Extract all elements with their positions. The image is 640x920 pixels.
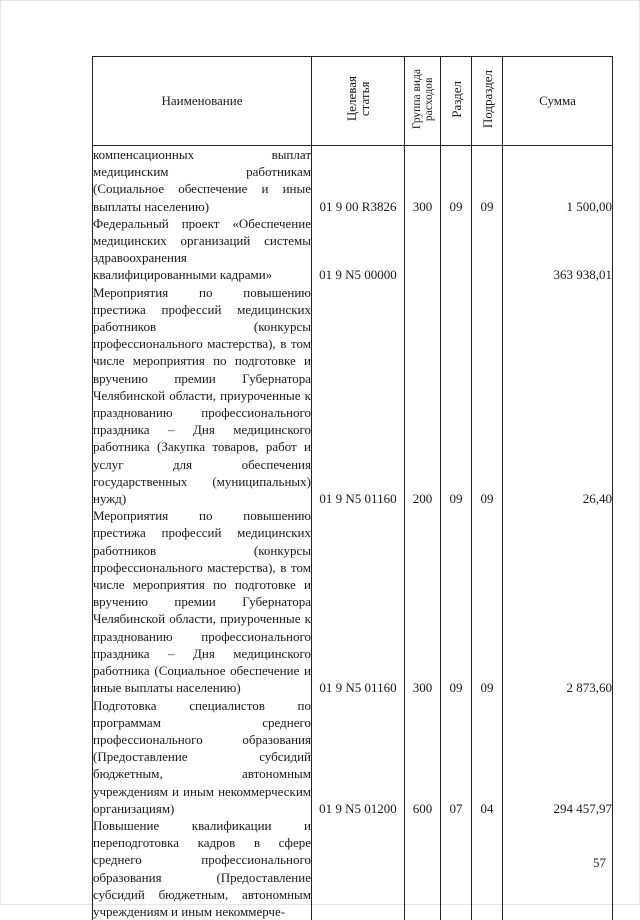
row-subsection: 09 xyxy=(472,507,503,696)
row-code: 01 9 N5 01160 xyxy=(312,507,405,696)
row-amount: 363 938,01 xyxy=(503,215,613,284)
table-row xyxy=(93,146,613,215)
header-expense-group: Группа вида расходов xyxy=(405,57,441,146)
row-name: Повышение квалификации и переподготовка кадров в сфере среднего профессионального образования (Предоставление субсидий бюджетным, автономным учреждениям и иным некоммерче- xyxy=(93,817,311,919)
row-amount: 2 873,60 xyxy=(503,507,613,696)
header-subsection: Подраздел xyxy=(472,57,503,146)
row-code: 01 9 N5 00000 xyxy=(312,215,405,284)
row-subsection xyxy=(472,215,503,284)
row-section: 07 xyxy=(441,697,472,817)
budget-table xyxy=(92,56,613,920)
row-name: компенсационных выплат медицинским работникам (Социальное обеспечение и иные выплаты населению) xyxy=(93,147,311,214)
table-row xyxy=(93,507,613,696)
row-group: 200 xyxy=(405,284,441,508)
header-amount: Сумма xyxy=(503,57,613,146)
row-section: 09 xyxy=(441,284,472,508)
row-group: 300 xyxy=(405,146,441,215)
row-name: Мероприятия по повышению престижа профессий медицинских работников (конкурсы профессионального мастерства), в том числе мероприятия по подготовке и вручению премии Губернатора Челябинской области, приуроченные к празднованию профессионального праздника – Дня медицинского работника (Социальное обеспечение и иные выплаты населению) xyxy=(93,508,311,696)
header-name: Наименование xyxy=(93,57,312,146)
row-group: 600 xyxy=(405,697,441,817)
row-section xyxy=(441,215,472,284)
row-name: Подготовка специалистов по программам среднего профессионального образования (Предоставление субсидий бюджетным, автономным учреждениям и иным некоммерческим организациям) xyxy=(93,697,311,816)
row-amount: 1 500,00 xyxy=(503,146,613,215)
row-code: 01 9 N5 01160 xyxy=(312,284,405,508)
table-header-row xyxy=(93,57,613,146)
row-section: 09 xyxy=(441,507,472,696)
table-row xyxy=(93,215,613,284)
page-number: 57 xyxy=(593,855,606,870)
row-name: Мероприятия по повышению престижа профессий медицинских работников (конкурсы профессионального мастерства), в том числе мероприятия по подготовке и вручению премии Губернатора Челябинской области, приуроченные к празднованию профессионального праздника – Дня медицинского работника (Закупка товаров, работ и услуг для обеспечения государственных (муниципальных) нужд) xyxy=(93,284,311,507)
row-code: 01 9 N5 01200 xyxy=(312,697,405,817)
table-row xyxy=(93,697,613,817)
row-code: 01 9 00 R3826 xyxy=(312,146,405,215)
header-target-article: Целевая статья xyxy=(312,57,405,146)
table-row xyxy=(93,284,613,508)
row-subsection: 04 xyxy=(472,697,503,817)
row-group xyxy=(405,215,441,284)
row-amount: 26,40 xyxy=(503,284,613,508)
row-subsection: 09 xyxy=(472,284,503,508)
header-section: Раздел xyxy=(441,57,472,146)
row-section: 09 xyxy=(441,146,472,215)
row-subsection: 09 xyxy=(472,146,503,215)
row-group: 300 xyxy=(405,507,441,696)
row-name: Федеральный проект «Обеспечение медицинских организаций системы здравоохранения квалифицированными кадрами» xyxy=(93,215,311,283)
row-amount: 294 457,97 xyxy=(503,697,613,817)
